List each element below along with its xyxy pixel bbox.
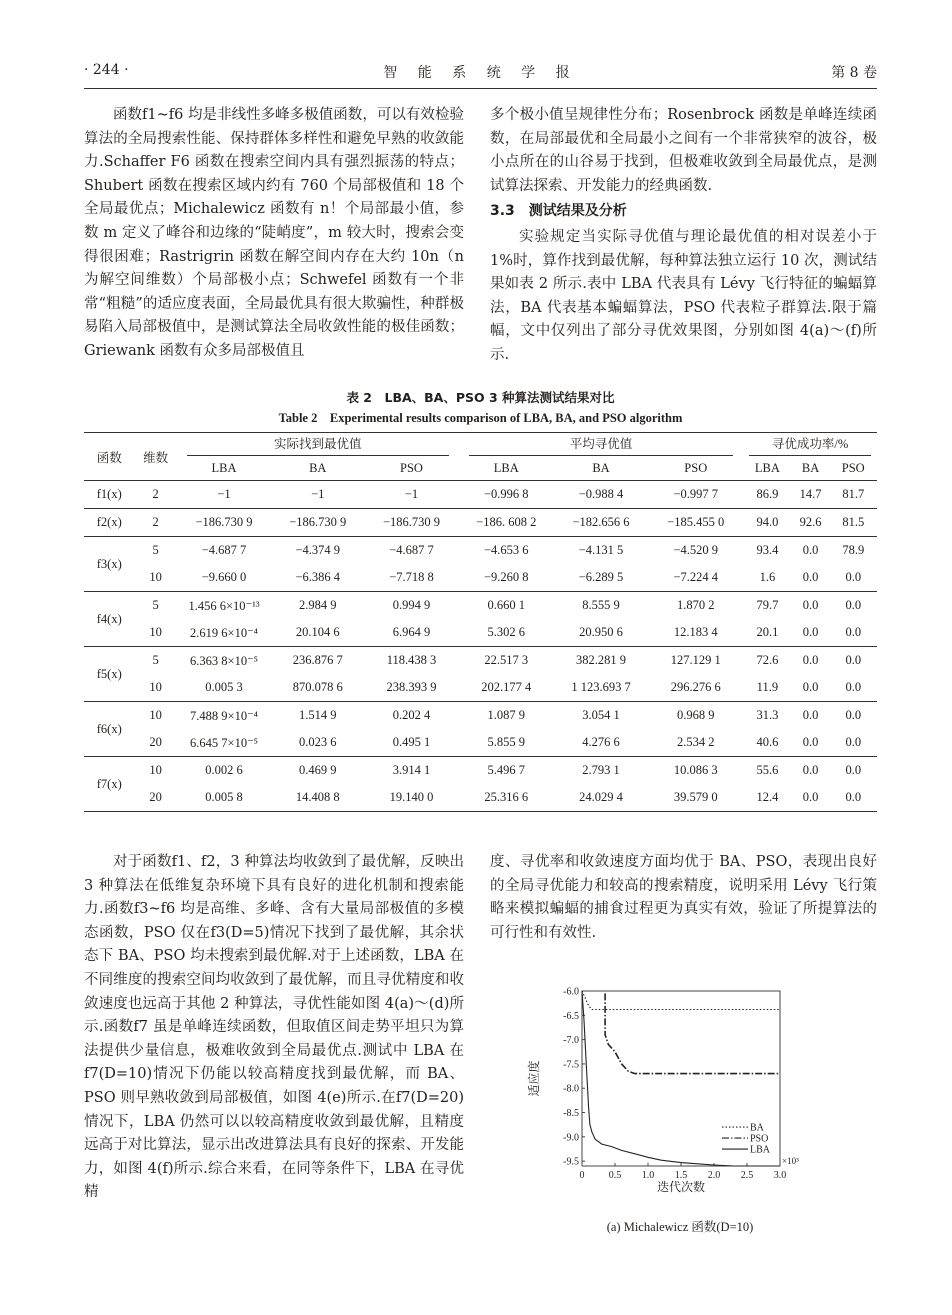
y-tick-label: -9.0 <box>563 1132 579 1144</box>
value-cell: 4.276 6 <box>582 735 620 749</box>
value-cell: 11.9 <box>756 680 779 694</box>
value-cell: 0.994 9 <box>364 592 459 620</box>
value-cell: −182.656 6 <box>554 509 649 537</box>
header-lba: LBA <box>177 457 272 481</box>
value-cell: 2.619 6×10⁻⁴ <box>190 625 259 640</box>
dimension-cell: 10 <box>149 625 162 639</box>
dimension-cell: 2 <box>152 487 159 501</box>
value-cell: 12.183 4 <box>673 625 718 639</box>
right-column-top <box>490 104 877 368</box>
value-cell: 25.316 6 <box>459 784 554 812</box>
value-cell: −186. 608 2 <box>459 509 554 537</box>
value-cell: 40.6 <box>756 735 779 749</box>
value-cell: 39.579 0 <box>648 784 743 812</box>
value-cell: 19.140 0 <box>364 784 459 812</box>
page-number: · 244 · <box>84 62 129 78</box>
x-multiplier: ×10³ <box>782 1156 799 1166</box>
value-cell: 8.555 9 <box>554 592 649 620</box>
value-cell: −9.260 8 <box>483 570 529 584</box>
function-cell: f5(x) <box>84 647 135 702</box>
value-cell: 0.002 6 <box>177 757 272 785</box>
value-cell: 0.0 <box>802 735 819 749</box>
value-cell: 81.5 <box>830 509 878 537</box>
value-cell: 55.6 <box>743 757 791 785</box>
volume-label: 第 8 卷 <box>831 65 877 81</box>
value-cell: 20.1 <box>756 625 779 639</box>
table-row <box>84 481 877 509</box>
value-cell: 2.793 1 <box>554 757 649 785</box>
value-cell: 6.964 9 <box>392 625 431 639</box>
value-cell: 0.0 <box>802 680 819 694</box>
right-column-bottom <box>490 851 877 945</box>
y-tick-label: -7.0 <box>563 1035 579 1047</box>
value-cell: 94.0 <box>743 509 791 537</box>
function-cell: f1(x) <box>96 487 122 501</box>
value-cell: 0.0 <box>845 625 862 639</box>
table-caption-cn: 表 2 LBA、BA、PSO 3 种算法测试结果对比 <box>346 390 615 405</box>
value-cell: 24.029 4 <box>554 784 649 812</box>
value-cell: 31.3 <box>743 702 791 730</box>
x-tick-label: 2.0 <box>707 1170 721 1181</box>
header-pso: PSO <box>830 457 878 481</box>
value-cell: 0.495 1 <box>392 735 431 749</box>
function-cell: f3(x) <box>84 537 135 592</box>
value-cell: 0.005 3 <box>205 680 243 694</box>
table-row <box>84 537 877 565</box>
value-cell: −186.730 9 <box>364 509 459 537</box>
value-cell: 236.876 7 <box>271 647 364 675</box>
table-row <box>84 564 877 592</box>
x-tick-label: 3.0 <box>773 1170 787 1181</box>
value-cell: 7.488 9×10⁻⁴ <box>177 702 272 730</box>
dimension-cell: 10 <box>149 570 162 584</box>
dimension-cell: 20 <box>135 784 177 812</box>
journal-name: 智 能 系 统 学 报 <box>383 65 578 81</box>
left-column-bottom <box>84 851 464 1205</box>
value-cell: 2.984 9 <box>271 592 364 620</box>
header-func: 函数 <box>84 433 135 481</box>
conclusion-paragraph: 度、寻优率和收敛速度方面均优于 BA、PSO，表现出良好的全局寻优能力和较高的搜索精度，说明采用 Lévy 飞行策略来模拟蝙蝠的捕食过程更为真实有效，验证了所提算法的可行性和有效性. <box>490 854 877 941</box>
header-ba: BA <box>792 457 830 481</box>
value-cell: −4.653 6 <box>459 537 554 565</box>
table-row <box>84 647 877 675</box>
y-tick-label: -8.0 <box>563 1083 579 1095</box>
value-cell: 0.0 <box>792 537 830 565</box>
value-cell: 72.6 <box>743 647 791 675</box>
value-cell: 0.0 <box>792 592 830 620</box>
value-cell: −7.224 4 <box>673 570 719 584</box>
value-cell: 2.534 2 <box>677 735 715 749</box>
value-cell: 0.0 <box>845 570 862 584</box>
value-cell: 6.363 8×10⁻⁵ <box>177 647 272 675</box>
intro-paragraph: 函数f1~f6 均是非线性多峰多极值函数，可以有效检验算法的全局搜索性能、保持群体多样性和避免早熟的收敛能力.Schaffer F6 函数在搜索空间内具有强烈振荡的特点；Shubert 函数在搜索区域内约有 760 个局部极值和 18 个全局最优点；Michalewicz 函数有 n！个局部最小值，参数 m 定义了峰谷和边缘的“陡峭度”，m 较大时，搜索会变得很困难；Rastrigrin 函数在解空间内存在大约 10n（n 为解空间维数）个局部极小点；Schwefel 函数有一个非常“粗糙”的适应度表面，全局最优具有很大欺骗性，种群极易陷入局部极值中，是测试算法全局收敛性能的极佳函数；Griewank 函数有众多局部极值且 <box>84 107 464 359</box>
value-cell: −4.131 5 <box>554 537 649 565</box>
value-cell: 0.0 <box>830 784 878 812</box>
value-cell: −0.996 8 <box>483 487 529 501</box>
table-row <box>84 757 877 785</box>
value-cell: 0.0 <box>792 702 830 730</box>
y-tick-label: -6.0 <box>563 986 579 998</box>
value-cell: 1 123.693 7 <box>571 680 631 694</box>
y-axis-label: 适应度 <box>527 1060 541 1097</box>
legend-label-lba: LBA <box>750 1144 770 1156</box>
value-cell: 0.660 1 <box>459 592 554 620</box>
function-cell: f2(x) <box>84 509 135 537</box>
value-cell: 0.202 4 <box>364 702 459 730</box>
header-rule <box>84 88 877 89</box>
dimension-cell: 10 <box>135 757 177 785</box>
value-cell: −1 <box>311 487 325 501</box>
value-cell: 20.950 6 <box>579 625 623 639</box>
value-cell: −7.718 8 <box>389 570 434 584</box>
y-tick-label: -8.5 <box>563 1108 579 1120</box>
header-group-success: 寻优成功率/% <box>749 434 871 456</box>
value-cell: 10.086 3 <box>648 757 743 785</box>
value-cell: −185.455 0 <box>648 509 743 537</box>
value-cell: −4.520 9 <box>648 537 743 565</box>
function-cell: f4(x) <box>84 592 135 647</box>
value-cell: 0.0 <box>792 647 830 675</box>
dimension-cell: 20 <box>149 735 162 749</box>
table-row <box>84 619 877 647</box>
value-cell: 0.0 <box>845 680 862 694</box>
table-row <box>84 592 877 620</box>
value-cell: 5.855 9 <box>487 735 525 749</box>
value-cell: −1 <box>404 487 419 501</box>
dimension-cell: 5 <box>135 537 177 565</box>
value-cell: 382.281 9 <box>554 647 649 675</box>
figure-4a <box>520 983 854 1205</box>
legend-label-ba: BA <box>750 1122 764 1134</box>
section-heading: 3.3 测试结果及分析 <box>490 203 627 220</box>
value-cell: 0.0 <box>830 702 878 730</box>
method-paragraph: 实验规定当实际寻优值与理论最优值的相对误差小于 1%时，算作找到最优解，每种算法独立运行 10 次，测试结果如表 2 所示.表中 LBA 代表具有 Lévy 飞行特征的蝙蝠算法，BA 代表基本蝙蝠算法，PSO 代表粒子群算法.限于篇幅，文中仅列出了部分寻优效果图，分别如图 4(a)～(f)所示. <box>490 228 877 363</box>
value-cell: 5.302 6 <box>487 625 525 639</box>
table-row <box>84 729 877 757</box>
x-tick-label: 2.5 <box>740 1170 754 1181</box>
x-tick-label: 0.5 <box>608 1170 622 1181</box>
table-caption-en: Table 2 Experimental results comparison of LBA, BA, and PSO algorithm <box>278 411 683 425</box>
analysis-paragraph: 对于函数f1、f2，3 种算法均收敛到了最优解，反映出 3 种算法在低维复杂环境下具有良好的进化机制和搜索能力.函数f3~f6 均是高维、多峰、含有大量局部极值的多模态函数，PSO 仅在f3(D=5)情况下找到了最优解，其余状态下 BA、PSO 均未搜索到最优解.对于上述函数，LBA 在不同维度的搜索空间均收敛到了最优解，而且寻优精度和收敛速度也远高于其他 2 种算法，寻优性能如图 4(a)～(d)所示.函数f7 虽是单峰连续函数，但取值区间走势平坦只为算法提供少量信息，极难收敛到全局最优点.测试中 LBA 在f7(D=10)情况下仍能以较高精度找到最优解，而 BA、PSO 则早熟收敛到局部极值，如图 4(e)所示.在f7(D=20)情况下，LBA 仍然可以以较高精度收敛到最优解，且精度远高于对比算法，显示出改进算法具有良好的探索、开发能力，如图 4(f)所示.综合来看，在同等条件下，LBA 在寻优精 <box>84 854 464 1201</box>
value-cell: −9.660 0 <box>201 570 247 584</box>
table-row <box>84 784 877 812</box>
value-cell: 20.104 6 <box>295 625 340 639</box>
header-lba: LBA <box>743 457 791 481</box>
value-cell: 0.0 <box>792 757 830 785</box>
header-dim: 维数 <box>135 433 177 481</box>
dimension-cell: 10 <box>135 702 177 730</box>
value-cell: 81.7 <box>842 487 865 501</box>
value-cell: 0.0 <box>802 625 819 639</box>
x-axis-label: 迭代次数 <box>656 1180 706 1194</box>
value-cell: 6.645 7×10⁻⁵ <box>190 735 259 750</box>
value-cell: −1 <box>217 487 231 501</box>
value-cell: 0.469 9 <box>271 757 364 785</box>
value-cell: 14.408 8 <box>271 784 364 812</box>
value-cell: 86.9 <box>756 487 779 501</box>
value-cell: 78.9 <box>830 537 878 565</box>
value-cell: −6.386 4 <box>295 570 341 584</box>
value-cell: −0.988 4 <box>578 487 624 501</box>
value-cell: 0.005 8 <box>177 784 272 812</box>
continued-paragraph: 多个极小值呈规律性分布；Rosenbrock 函数是单峰连续函数，在局部最优和全局最小之间有一个非常狭窄的波谷，极小点所在的山谷易于找到，但极难收敛到全局最优点，是测试算法探索、开发能力的经典函数. <box>490 107 877 194</box>
results-table <box>84 432 877 812</box>
dimension-cell: 5 <box>135 647 177 675</box>
value-cell: 0.0 <box>830 757 878 785</box>
function-cell: f6(x) <box>84 702 135 757</box>
figure-caption: (a) Michalewicz 函数(D=10) <box>606 1220 754 1234</box>
header-group-mean: 平均寻优值 <box>469 434 733 456</box>
value-cell: −4.687 7 <box>177 537 272 565</box>
value-cell: 0.968 9 <box>648 702 743 730</box>
value-cell: −6.289 5 <box>578 570 624 584</box>
value-cell: 118.438 3 <box>364 647 459 675</box>
dimension-cell: 2 <box>135 509 177 537</box>
y-tick-label: -6.5 <box>563 1010 579 1022</box>
value-cell: 202.177 4 <box>481 680 532 694</box>
value-cell: 1.456 6×10⁻¹³ <box>177 592 272 620</box>
x-tick-label: 1.0 <box>641 1170 655 1181</box>
value-cell: 93.4 <box>743 537 791 565</box>
header-lba: LBA <box>459 457 554 481</box>
value-cell: 0.023 6 <box>299 735 337 749</box>
value-cell: 0.0 <box>830 647 878 675</box>
value-cell: 22.517 3 <box>459 647 554 675</box>
value-cell: −4.687 7 <box>364 537 459 565</box>
value-cell: −0.997 7 <box>673 487 719 501</box>
header-group-best: 实际找到最优值 <box>187 434 449 456</box>
header-ba: BA <box>271 457 364 481</box>
value-cell: 12.4 <box>743 784 791 812</box>
value-cell: −4.374 9 <box>271 537 364 565</box>
y-tick-label: -7.5 <box>563 1059 579 1071</box>
value-cell: −186.730 9 <box>271 509 364 537</box>
value-cell: 79.7 <box>743 592 791 620</box>
value-cell: 3.054 1 <box>554 702 649 730</box>
value-cell: 1.870 2 <box>648 592 743 620</box>
table-row <box>84 702 877 730</box>
value-cell: 1.6 <box>759 570 776 584</box>
value-cell: 0.0 <box>845 735 862 749</box>
value-cell: 1.087 9 <box>459 702 554 730</box>
value-cell: 5.496 7 <box>459 757 554 785</box>
value-cell: 127.129 1 <box>648 647 743 675</box>
value-cell: 3.914 1 <box>364 757 459 785</box>
legend-label-pso: PSO <box>750 1133 769 1145</box>
value-cell: 0.0 <box>792 784 830 812</box>
value-cell: 1.514 9 <box>271 702 364 730</box>
convergence-chart <box>520 983 854 1205</box>
header-ba: BA <box>554 457 649 481</box>
dimension-cell: 5 <box>135 592 177 620</box>
value-cell: 14.7 <box>799 487 822 501</box>
table-row <box>84 674 877 702</box>
value-cell: 0.0 <box>802 570 819 584</box>
function-cell: f7(x) <box>84 757 135 812</box>
left-column-top <box>84 104 464 364</box>
value-cell: 0.0 <box>830 592 878 620</box>
header-pso: PSO <box>364 457 459 481</box>
value-cell: 238.393 9 <box>386 680 437 694</box>
x-tick-label: 1.5 <box>674 1170 688 1181</box>
y-tick-label: -9.5 <box>563 1156 579 1168</box>
page-header <box>84 62 877 84</box>
value-cell: 870.078 6 <box>292 680 343 694</box>
header-pso: PSO <box>648 457 743 481</box>
table-row <box>84 509 877 537</box>
value-cell: 92.6 <box>792 509 830 537</box>
dimension-cell: 10 <box>149 680 162 694</box>
value-cell: −186.730 9 <box>177 509 272 537</box>
x-tick-label: 0 <box>579 1170 585 1181</box>
value-cell: 296.276 6 <box>670 680 721 694</box>
